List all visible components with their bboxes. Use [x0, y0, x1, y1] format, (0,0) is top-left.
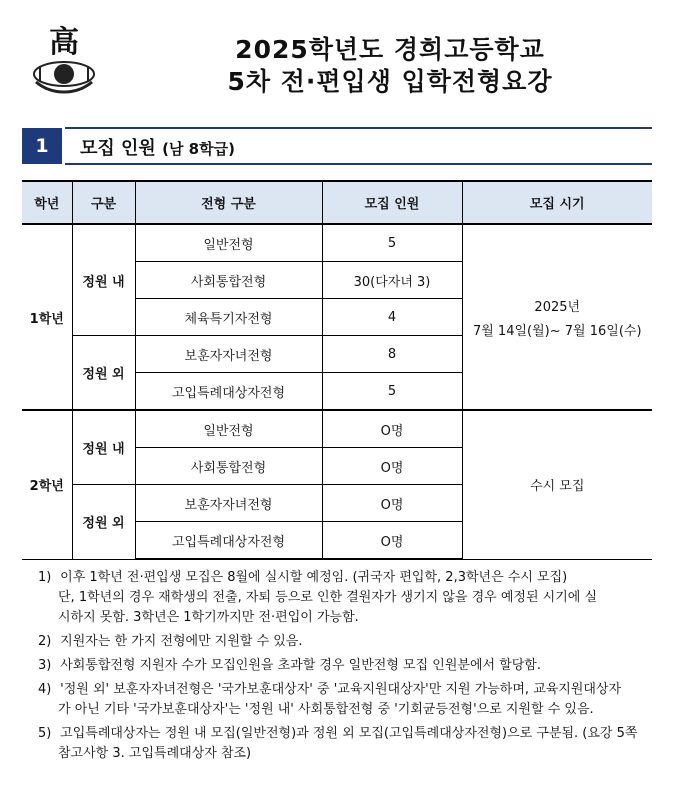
recruitment-table: [22, 180, 652, 560]
header-quota: 모집 인원: [322, 181, 462, 224]
note-text-cont: 시하지 못함. 3학년은 1학기까지만 전·편입이 가능함.: [58, 610, 359, 625]
note-number: 1): [38, 570, 52, 585]
section-number: 1: [22, 128, 62, 164]
admission-type-cell: 일반전형: [135, 410, 322, 448]
quota-cell: O명: [322, 448, 462, 485]
quota-cell: 5: [322, 373, 462, 411]
logo-char: 高: [49, 25, 79, 60]
admission-type-cell: 고입특례대상자전형: [135, 373, 322, 411]
header-category: 구분: [72, 181, 135, 224]
table-header-row: [22, 181, 652, 224]
note-item: [38, 568, 660, 628]
admission-type-cell: 보훈자자녀전형: [135, 336, 322, 373]
note-item: [38, 656, 660, 676]
admission-type-cell: 고입특례대상자전형: [135, 522, 322, 560]
note-text: 이후 1학년 전·편입생 모집은 8월에 실시할 예정임. (귀국자 편입학, 2,3학년은 수시 모집): [60, 570, 568, 585]
quota-cell: O명: [322, 485, 462, 522]
grade1-period-dates: 7월 14일(월)~ 7월 16일(수): [472, 323, 642, 339]
admission-type-cell: 일반전형: [135, 224, 322, 262]
note-number: 4): [38, 682, 52, 697]
notes-list: [38, 568, 660, 768]
header-admission-type: 전형 구분: [135, 181, 322, 224]
grade1-label: 1학년: [22, 224, 72, 410]
note-text-cont: 참고사항 3. 고입특례대상자 참조): [58, 746, 252, 761]
note-item: [38, 632, 660, 652]
admission-type-cell: 사회통합전형: [135, 448, 322, 485]
note-text: 사회통합전형 지원자 수가 모집인원을 초과할 경우 일반전형 모집 인원분에서 할당함.: [60, 658, 541, 673]
admission-type-cell: 사회통합전형: [135, 262, 322, 299]
note-text-cont: 단, 1학년의 경우 재학생의 전출, 자퇴 등으로 인한 결원자가 생기지 않을 경우 예정된 시기에 실: [58, 590, 598, 605]
table-row: [22, 410, 652, 448]
header-period: 모집 시기: [462, 181, 652, 224]
document-title-line1: 2025학년도 경희고등학교: [235, 35, 545, 64]
grade2-label: 2학년: [22, 410, 72, 559]
quota-cell: O명: [322, 410, 462, 448]
quota-cell: 5: [322, 224, 462, 262]
note-item: [38, 724, 660, 764]
grade2-group-in: 정원 내: [72, 410, 135, 485]
quota-cell: 4: [322, 299, 462, 336]
admission-type-cell: 체육특기자전형: [135, 299, 322, 336]
section-rule-bottom: [65, 163, 652, 165]
note-text-cont: 가 아닌 기타 '국가보훈대상자'는 '정원 내' 사회통합전형 중 '기회균등전형'으로 지원할 수 있음.: [58, 702, 594, 717]
note-text: '정원 외' 보훈자자녀전형은 '국가보훈대상자' 중 '교육지원대상자'만 지원 가능하며, 교육지원대상자: [60, 682, 622, 697]
admission-type-cell: 보훈자자녀전형: [135, 485, 322, 522]
grade1-period-year: 2025년: [534, 299, 581, 315]
note-number: 2): [38, 634, 52, 649]
section-subtitle: (남 8학급): [162, 140, 235, 158]
quota-cell: O명: [322, 522, 462, 560]
table-row: [22, 224, 652, 262]
grade2-period: 수시 모집: [462, 410, 652, 559]
document-title-line2: 5차 전·편입생 입학전형요강: [227, 67, 553, 96]
section-rule-top: [65, 127, 652, 129]
note-text: 지원자는 한 가지 전형에만 지원할 수 있음.: [60, 634, 303, 649]
note-text: 고입특례대상자는 정원 내 모집(일반전형)과 정원 외 모집(고입특례대상자전형)으로 구분됨. (요강 5쪽: [60, 726, 638, 741]
note-item: [38, 680, 660, 720]
note-number: 5): [38, 726, 52, 741]
grade2-group-out: 정원 외: [72, 485, 135, 560]
grade1-group-out: 정원 외: [72, 336, 135, 411]
quota-cell: 8: [322, 336, 462, 373]
section-title: [80, 134, 235, 160]
school-logo: [28, 22, 100, 94]
note-number: 3): [38, 658, 52, 673]
grade1-period: [462, 224, 652, 410]
grade1-group-in: 정원 내: [72, 224, 135, 336]
header-grade: 학년: [22, 181, 72, 224]
section-title-text: 모집 인원: [80, 138, 156, 159]
quota-cell: 30(다자녀 3): [322, 262, 462, 299]
